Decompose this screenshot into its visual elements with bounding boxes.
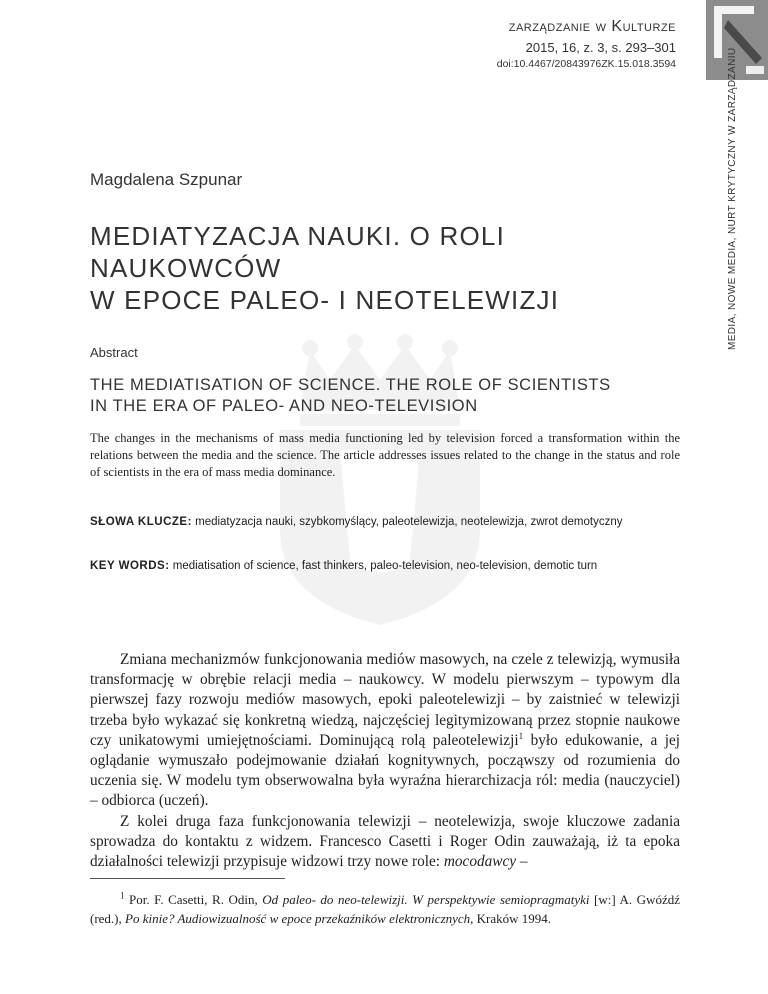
abstract-label: Abstract (90, 345, 138, 360)
footnote (90, 890, 680, 928)
footnote-title-1: Od paleo- do neo-telewizji. W perspektywie semiopragmatyki (262, 892, 590, 907)
journal-header (497, 18, 676, 70)
footnote-number: 1 (120, 890, 125, 901)
p1-part-b: było edukowanie, a jej oglądanie wymuszało podejmowanie działań kognitywnych, począwszy od rozumienia do uczenia się. W modelu tym obserwowalna była wyraźna hierarchizacja ról: media (nauczyciel) – odbiorca (uczeń). (90, 731, 680, 810)
keywords-english-text: mediatisation of science, fast thinkers, paleo-television, neo-television, demotic turn (172, 560, 598, 572)
article-title (90, 220, 690, 316)
footnote-text (90, 890, 680, 928)
keywords-english-label: KEY WORDS: (90, 560, 170, 572)
article-title-line-2: W EPOCE PALEO- I NEOTELEWIZJI (90, 285, 560, 315)
p2-part-a: Z kolei druga faza funkcjonowania telewizji – neotelewizja, swoje kluczowe zadania sprowadza do kontaktu z widzem. Francesco Casetti i Roger Odin zauważają, iż ta epoka działalności telewizji przypisuje widzowi trzy nowe role: (90, 812, 680, 871)
author-name: Magdalena Szpunar (90, 170, 243, 189)
body-paragraph-2 (90, 812, 680, 873)
keywords-polish (90, 514, 680, 530)
english-title-line-1: THE MEDIATISATION OF SCIENCE. THE ROLE OF SCIENTISTS (90, 376, 611, 394)
english-title-line-2: IN THE ERA OF PALEO- AND NEO-TELEVISION (90, 397, 478, 415)
footnote-title-2: Po kinie? Audiowizualność w epoce przekaźników elektronicznych (125, 911, 471, 926)
abstract-text: The changes in the mechanisms of mass media functioning led by television forced a transformation within the relations between the media and the science. The article addresses issues related to the change in the status and role of scientists in the era of mass media dominance. (90, 431, 680, 479)
body-paragraph-1 (90, 650, 680, 812)
english-title (90, 375, 650, 417)
article-title-line-1: MEDIATYZACJA NAUKI. O ROLI NAUKOWCÓW (90, 221, 506, 283)
journal-doi: doi:10.4467/20843976ZK.15.018.3594 (496, 58, 676, 70)
p1-part-a: Zmiana mechanizmów funkcjonowania mediów masowych, na czele z telewizją, wymusiła transformację w obrębie relacji media – naukowcy. W modelu pierwszym – typowym dla pierwszej fazy rozwoju mediów masowych, epoki paleotelewizji – by zaistnieć w telewizji trzeba było wykazać się konkretną wiedzą, najczęściej legitymizowaną przez stopnie naukowe czy unikatowymi umiejętnościami. Dominującą rolą paleotelewizji (90, 651, 680, 749)
journal-title: zarządzanie w Kulturze (508, 18, 676, 35)
keywords-polish-label: SŁOWA KLUCZE: (90, 516, 192, 528)
footnote-divider (90, 878, 285, 879)
side-section-label: MEDIA, NOWE MEDIA, NURT KRYTYCZNY W ZARZĄDZANIU (727, 47, 738, 350)
p2-emphasis: mocodawcy (443, 853, 517, 871)
journal-issue: 2015, 16, z. 3, s. 293–301 (525, 40, 676, 55)
keywords-english (90, 558, 680, 574)
body-text (90, 650, 680, 872)
footnote-part-b: [w:] A. Gwóźdź (red.), (90, 892, 680, 926)
p2-part-b: – (516, 853, 528, 871)
footnote-part-a: Por. F. Casetti, R. Odin, (124, 892, 263, 907)
side-text (727, 47, 743, 350)
footnote-ref-1[interactable]: 1 (518, 730, 524, 741)
keywords-polish-text: mediatyzacja nauki, szybkomyślący, paleotelewizja, neotelewizja, zwrot demotyczny (195, 516, 623, 528)
footnote-part-c: , Kraków 1994. (470, 911, 552, 926)
